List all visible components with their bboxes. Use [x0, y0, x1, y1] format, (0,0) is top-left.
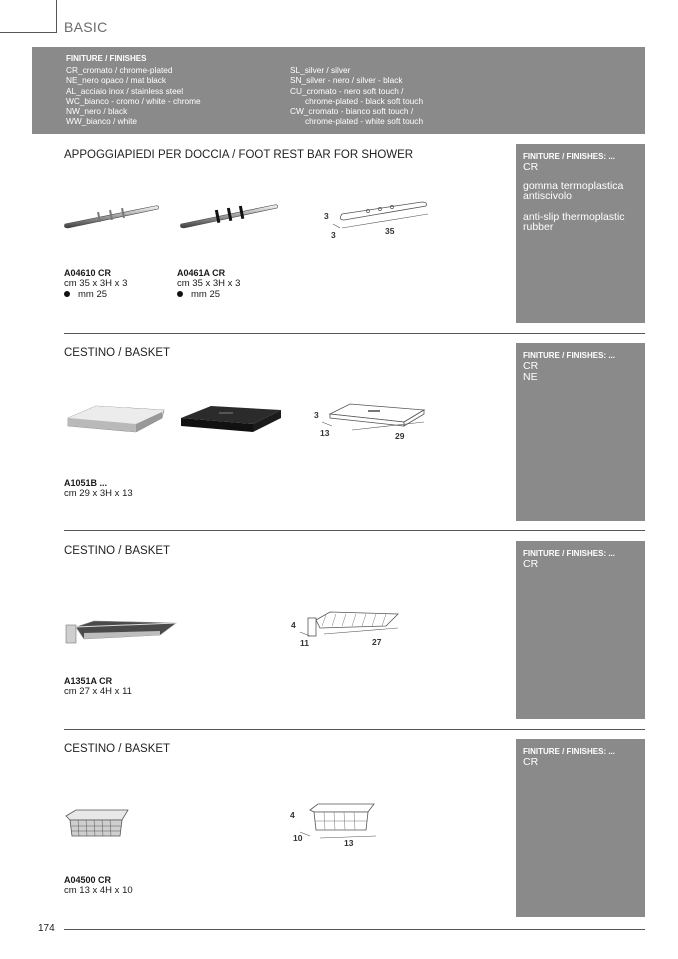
tube-diameter-icon — [177, 291, 183, 297]
foot-rest-bar-chrome-image — [62, 198, 162, 232]
product-dimensions: cm 27 x 4H x 11 — [64, 686, 132, 697]
product-code: A04610 CR — [64, 268, 112, 278]
section-title: CESTINO / BASKET — [64, 347, 171, 359]
panel-title: FINITURE / FINISHES: ... — [523, 747, 616, 756]
page-number: 174 — [38, 923, 55, 934]
product-code: A0461A CR — [177, 268, 226, 278]
product-dimensions: cm 29 x 3H x 13 — [64, 488, 133, 499]
finish-entry: AL_acciaio inox / stainless steel — [66, 85, 184, 96]
product-code: A1351A CR — [64, 676, 113, 686]
finish-entry: WW_bianco / white — [66, 116, 138, 127]
finish-entry: SL_silver / silver — [290, 65, 351, 75]
finishes-panel — [516, 739, 645, 917]
finish-entry: WC_bianco - cromo / white - chrome — [66, 95, 201, 106]
finish-entry: CU_cromato - nero soft touch / — [290, 85, 404, 96]
dimension-height: 3 — [324, 211, 329, 221]
dimension-height: 4 — [291, 620, 296, 630]
product-code: A1051B ... — [64, 478, 108, 488]
product-info — [177, 268, 240, 300]
dimension-width: 27 — [372, 637, 382, 647]
basket-chrome-image — [66, 402, 166, 436]
dimension-height: 3 — [314, 410, 319, 420]
panel-finish: anti-slip thermoplastic rubber — [523, 211, 625, 233]
product-info — [64, 875, 133, 896]
finish-entry: CW_cromato - bianco soft touch / — [290, 106, 414, 117]
panel-title: FINITURE / FINISHES: ... — [523, 549, 616, 558]
product-code: A04500 CR — [64, 875, 112, 885]
panel-title: FINITURE / FINISHES: ... — [523, 152, 616, 161]
finishes-panel — [516, 541, 645, 719]
wall-basket-dimension-drawing — [290, 608, 406, 652]
panel-title: FINITURE / FINISHES: ... — [523, 351, 616, 360]
panel-finish: CR — [523, 360, 539, 372]
panel-finish: CR — [523, 756, 539, 768]
foot-rest-bar-rubber-image — [178, 198, 282, 232]
finish-entry: NW_nero / black — [66, 106, 128, 117]
finishes-legend-left-column — [66, 65, 201, 127]
tube-diameter: mm 25 — [78, 289, 108, 300]
product-info — [64, 676, 132, 697]
finishes-legend — [32, 47, 645, 134]
finish-entry: chrome-plated - black soft touch — [305, 95, 424, 106]
product-info — [64, 268, 127, 300]
finish-entry: CR_cromato / chrome-plated — [66, 65, 173, 75]
product-dimensions: cm 35 x 3H x 3 — [64, 278, 128, 289]
section-title: CESTINO / BASKET — [64, 545, 171, 557]
wire-basket-image — [62, 806, 132, 842]
finishes-panel — [516, 144, 645, 323]
section-divider — [64, 729, 645, 730]
section-title: APPOGGIAPIEDI PER DOCCIA / FOOT REST BAR FOR SHOWER — [64, 149, 414, 161]
dimension-height: 4 — [290, 810, 295, 820]
dimension-width: 35 — [385, 226, 395, 236]
basket-black-image — [179, 402, 283, 436]
corner-bracket — [0, 0, 57, 33]
panel-finish: gomma termoplastica antiscivolo — [523, 180, 624, 202]
basket-dimension-drawing — [312, 400, 432, 446]
foot-rest-bar-dimension-drawing — [318, 198, 438, 242]
panel-finish: CR — [523, 161, 539, 173]
dimension-width: 29 — [395, 431, 405, 441]
product-dimensions: cm 13 x 4H x 10 — [64, 885, 133, 896]
footer-rule — [64, 929, 645, 930]
section-label: BASIC — [64, 19, 108, 35]
dimension-depth: 3 — [331, 230, 336, 240]
finish-entry: chrome-plated - white soft touch — [305, 116, 424, 127]
finishes-panel — [516, 343, 645, 521]
dimension-depth: 11 — [300, 638, 309, 648]
wall-basket-image — [64, 615, 182, 647]
product-dimensions: cm 35 x 3H x 3 — [177, 278, 241, 289]
section-divider — [64, 333, 645, 334]
section-title: CESTINO / BASKET — [64, 743, 171, 755]
finishes-legend-title: FINITURE / FINISHES — [66, 54, 147, 63]
finishes-legend-right-column — [290, 65, 423, 127]
tube-diameter-icon — [64, 291, 70, 297]
finish-entry: NE_nero opaco / mat black — [66, 75, 167, 86]
product-info — [64, 478, 133, 499]
dimension-depth: 13 — [320, 428, 330, 438]
dimension-width: 13 — [344, 838, 354, 848]
wire-basket-dimension-drawing — [288, 800, 384, 850]
tube-diameter: mm 25 — [191, 289, 221, 300]
finish-entry: SN_silver - nero / silver - black — [290, 75, 403, 86]
dimension-depth: 10 — [293, 833, 303, 843]
panel-finish: NE — [523, 371, 538, 383]
section-divider — [64, 530, 645, 531]
panel-finish: CR — [523, 558, 539, 570]
